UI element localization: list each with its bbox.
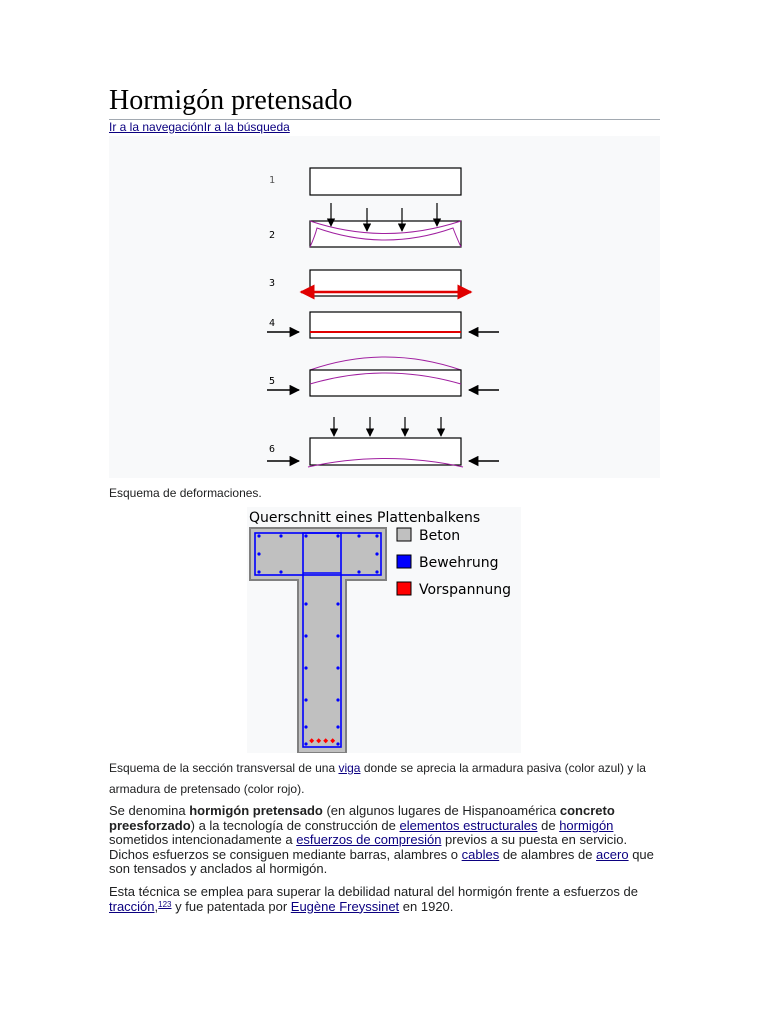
step-label-3: 3 [269,278,276,289]
intro-paragraph: Se denomina hormigón pretensado (en algunos lugares de Hispanoamérica concreto preesforzado) a la tecnología de construcción de elementos estructurales de hormigón sometidos intencionadamente a esfuerzos de compresión previos a su puesta en servicio. Dichos esfuerzos se consiguen mediante barras, alambres o cables de alambres de acero que son tensados y anclados al hormigón. [109,803,654,876]
caption-text: donde se aprecia la armadura pasiva (color azul) y la armadura de pretensado (color rojo). [109,761,646,796]
jump-links [109,119,290,135]
t-beam-concrete [250,528,386,753]
second-paragraph: Esta técnica se emplea para superar la debilidad natural del hormigón frente a esfuerzos de tracción,$^{123}$ y fue patentada por Eugène Freyssinet en 1920. [109,884,638,914]
term-hormigon-pretensado: hormigón pretensado [189,803,323,818]
legend-swatch-vorspannung [397,582,411,595]
caption-text: Esquema de la sección transversal de una [109,761,339,775]
legend-label-vorspannung: Vorspannung [419,582,511,598]
legend-label-beton: Beton [419,528,461,544]
step-label-1: 1 [269,175,276,186]
esfuerzos-de-compresion-link[interactable]: esfuerzos de compresión [296,832,442,847]
page-title: Hormigón pretensado [109,84,660,120]
figure1-caption: Esquema de deformaciones. [109,486,262,500]
hormigon-link[interactable]: hormigón [559,817,614,833]
t-beam-svg [247,507,521,753]
step-label-5: 5 [269,376,276,387]
cables-link[interactable]: cables [461,846,500,862]
jump-to-search-link[interactable]: Ir a la búsqueda [203,120,290,134]
beam-step-2 [310,203,461,247]
t-beam-legend [397,528,511,598]
figure2-caption [109,758,660,800]
term-concreto-preesforzado: concreto preesforzado [109,803,615,833]
step-label-2: 2 [269,230,276,241]
acero-link[interactable]: acero [596,846,629,862]
step-label-6: 6 [269,444,276,455]
t-beam-cross-section-diagram[interactable] [247,507,521,753]
beam-step-6 [267,417,499,467]
viga-link[interactable]: viga [338,761,361,775]
beam-step-3 [301,270,471,296]
reference-links[interactable]: 123 [158,899,172,909]
step-label-4: 4 [269,318,276,329]
beam-step-1 [310,168,461,195]
beam-step-5 [267,357,499,396]
beam-step-4 [267,312,499,338]
deformation-diagram-svg [109,136,660,478]
deformation-diagram[interactable] [109,136,660,478]
eugene-freyssinet-link[interactable]: Eugène Freyssinet [290,898,400,914]
legend-swatch-beton [397,528,411,541]
jump-to-navigation-link[interactable]: Ir a la navegación [109,120,204,134]
elementos-estructurales-link[interactable]: elementos estructurales [399,817,538,833]
legend-label-bewehrung: Bewehrung [419,555,499,571]
legend-swatch-bewehrung [397,555,411,568]
traccion-link[interactable]: tracción [109,898,155,914]
t-beam-title: Querschnitt eines Plattenbalkens [249,510,481,526]
